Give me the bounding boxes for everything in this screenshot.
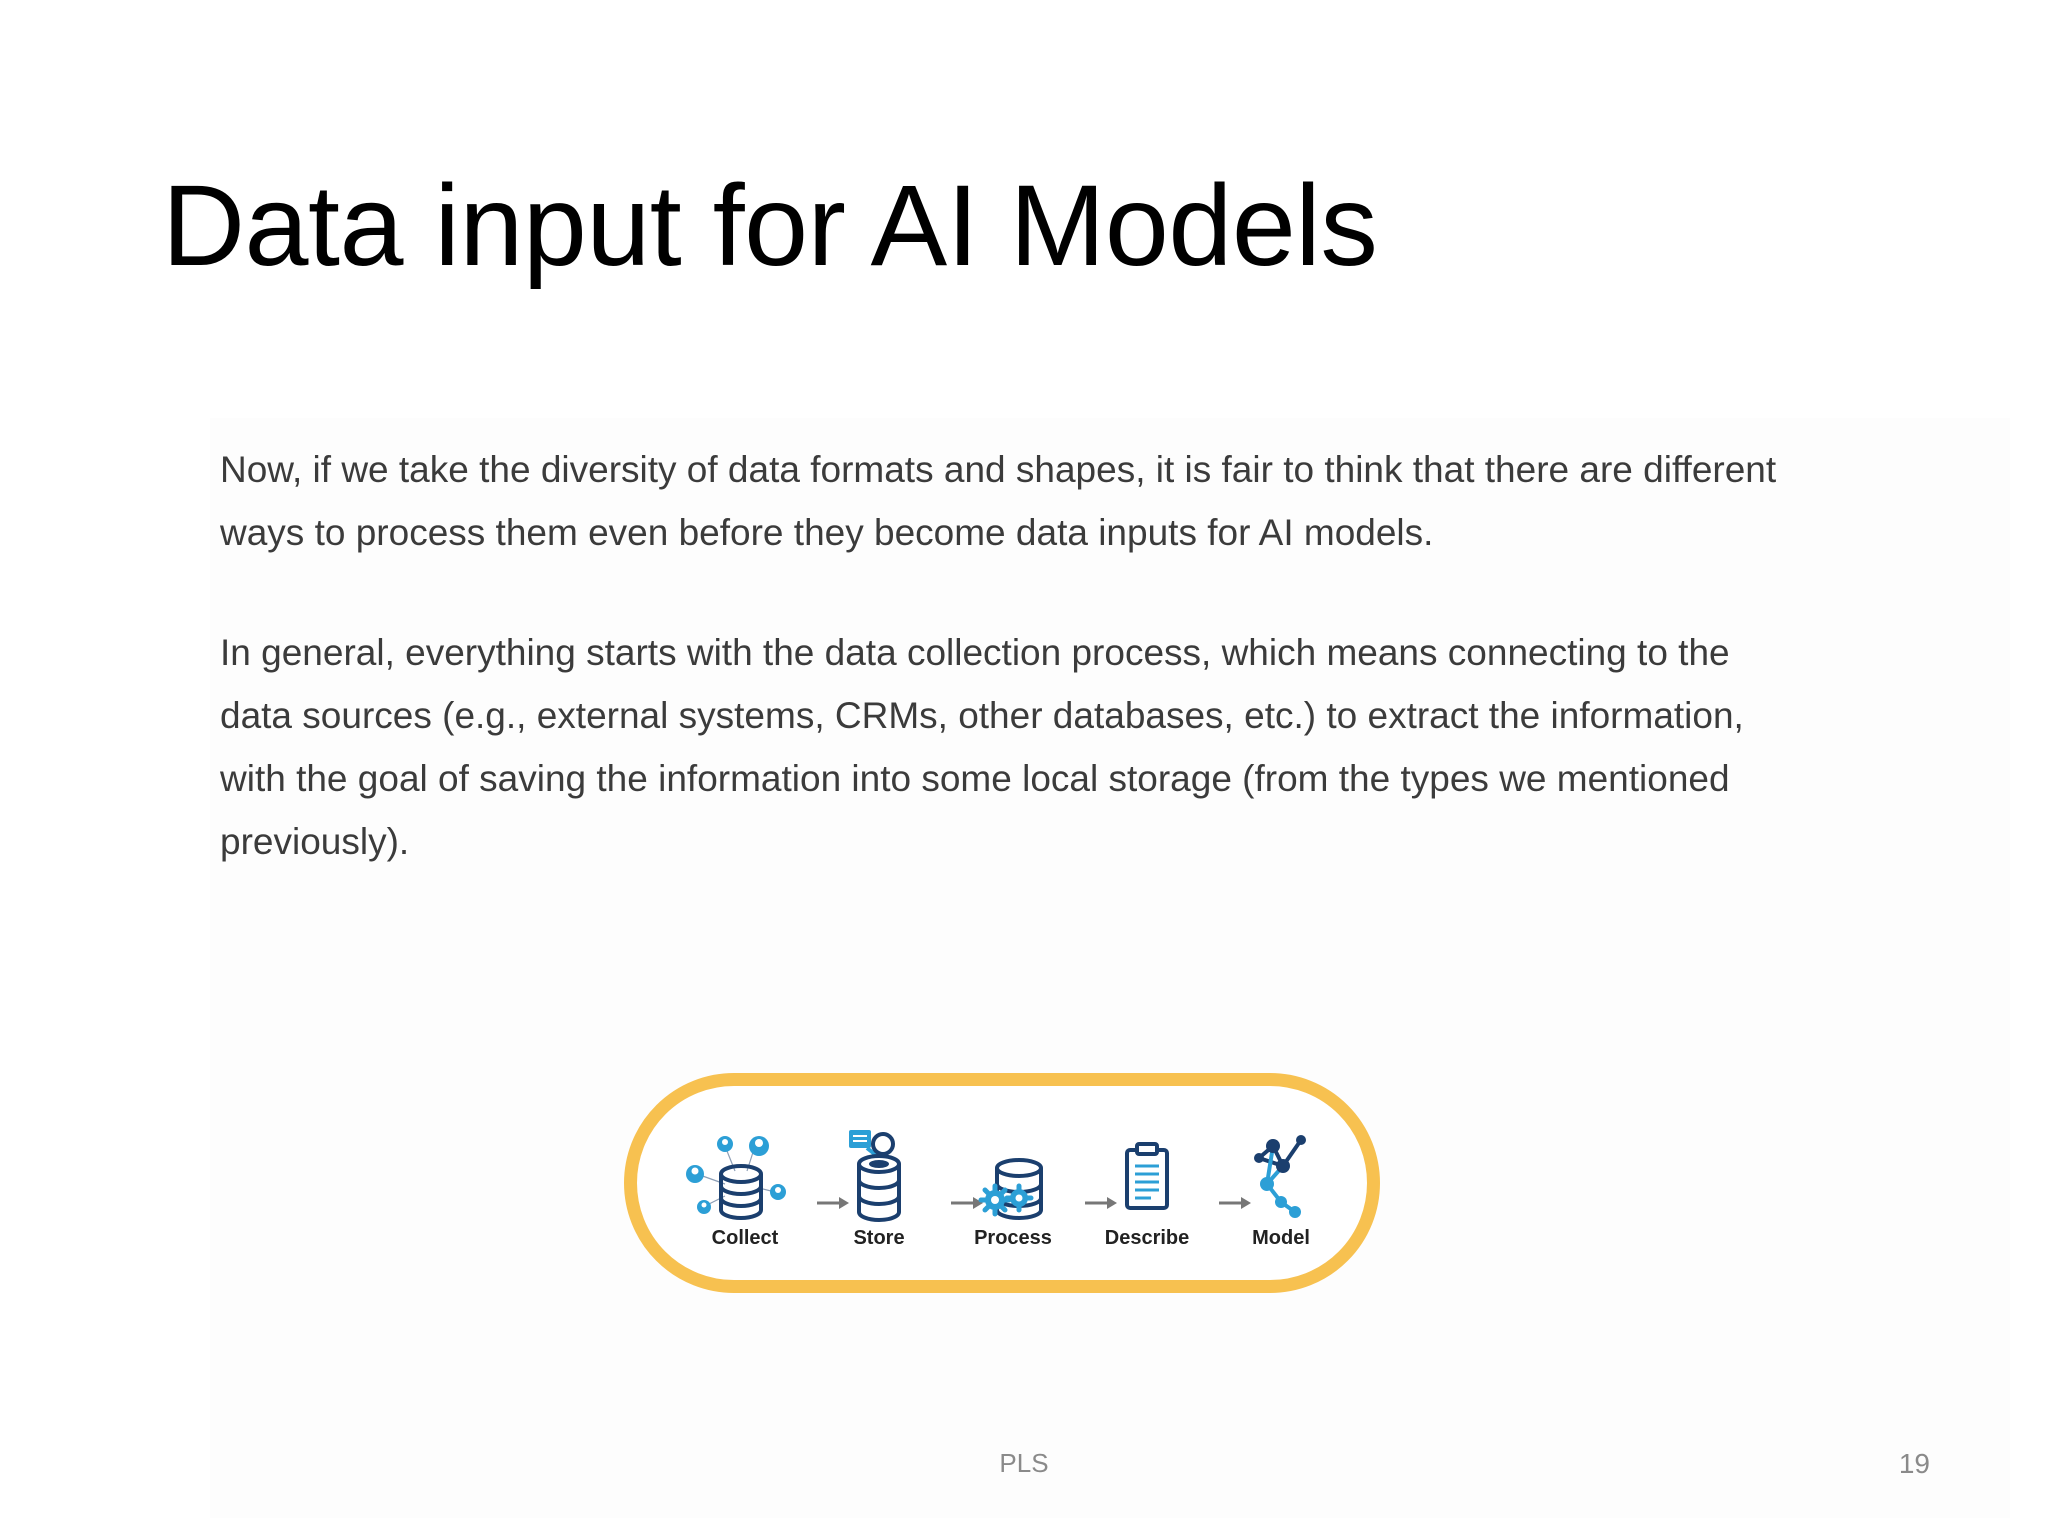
stage-label: Describe xyxy=(1104,1227,1190,1249)
database-storage-icon xyxy=(809,1126,949,1226)
stage-label: Store xyxy=(853,1227,905,1249)
stage-describe xyxy=(1077,1126,1217,1276)
stage-label: Model xyxy=(1252,1227,1310,1249)
clipboard-icon xyxy=(1077,1126,1217,1226)
database-gears-icon xyxy=(943,1126,1083,1226)
stage-collect xyxy=(675,1126,815,1276)
database-with-users-icon xyxy=(675,1126,815,1226)
stage-label: Collect xyxy=(711,1227,779,1249)
stage-model xyxy=(1211,1126,1351,1276)
paragraph-2: In general, everything starts with the data collection process, which means connecting to the data sources (e.g., external systems, CRMs, other databases, etc.) to extract the information, with the goal of saving the information into some local storage (from the types we mentioned previously). xyxy=(220,632,1744,862)
paragraph-1: Now, if we take the diversity of data formats and shapes, it is fair to think that there are different ways to process them even before they become data inputs for AI models. xyxy=(220,449,1777,553)
stage-process xyxy=(943,1126,1083,1276)
embedded-article-screenshot xyxy=(210,418,2010,1518)
slide-number: 19 xyxy=(1898,1448,1930,1479)
stage-label: Process xyxy=(974,1227,1052,1249)
slide-title: Data input for AI Models xyxy=(162,162,1378,290)
network-graph-icon xyxy=(1211,1126,1351,1226)
stage-store xyxy=(809,1126,949,1276)
data-pipeline-diagram xyxy=(624,1073,1380,1293)
footer-text: PLS xyxy=(999,1448,1049,1478)
